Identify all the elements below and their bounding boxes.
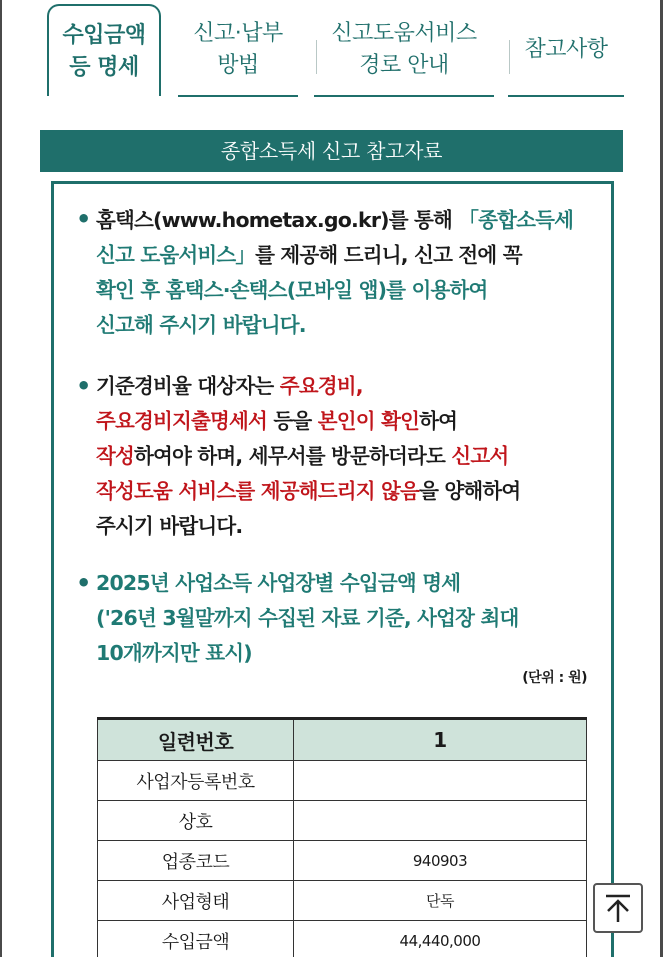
bullet-dot: • (76, 205, 92, 233)
text-segment: 을 양해하여 (419, 479, 521, 503)
emphasis-write: 작성 (96, 444, 135, 468)
income-heading-line1: 2025년 사업소득 사업장별 수입금액 명세 (96, 571, 461, 595)
highlight-help-service-cont: 신고 도움서비스」 (96, 243, 256, 267)
emphasis-filing-form: 신고서 (451, 444, 509, 468)
text-segment: 홈택스(www.hometax.go.kr)를 통해 (96, 208, 459, 232)
tab-filing-payment[interactable] (178, 18, 298, 82)
row-key: 수입금액 (98, 921, 294, 957)
table-row (98, 881, 587, 921)
text-segment: 주시기 바랍니다. (96, 514, 243, 538)
emphasis-self-check: 본인이 확인 (317, 409, 420, 433)
table-row (98, 761, 587, 801)
section-banner: 종합소득세 신고 참고자료 (40, 130, 623, 172)
table-row (98, 921, 587, 957)
income-table (97, 717, 587, 957)
tab-separator (509, 40, 510, 74)
highlight-help-service: 「종합소득세 (458, 208, 574, 232)
arrow-up-to-top-icon (601, 891, 635, 925)
income-heading-line2: ('26년 3월말까지 수집된 자료 기준, 사업장 최대 (96, 606, 519, 630)
tab-filing-payment-line1: 신고·납부 (193, 21, 283, 46)
income-details-heading (96, 566, 606, 671)
tab-filing-payment-line2: 방법 (217, 53, 259, 78)
tab-help-service-route-line2: 경로 안내 (359, 53, 449, 78)
tab-separator (316, 40, 317, 74)
row-value: 단독 (294, 881, 587, 921)
text-segment: 하여 (419, 409, 458, 433)
notice-standard-expense (96, 369, 606, 544)
row-value: 940903 (294, 841, 587, 881)
tab-underline (178, 95, 298, 97)
row-key: 업종코드 (98, 841, 294, 881)
emphasis-expense-statement: 주요경비지출명세서 (96, 409, 268, 433)
emphasis-no-service: 작성도움 서비스를 제공해드리지 않음 (96, 479, 420, 503)
table-header-row (98, 719, 587, 761)
table-header-value: 1 (294, 719, 587, 761)
table-row (98, 841, 587, 881)
bullet-dot: • (76, 569, 92, 597)
income-heading-line3: 10개까지만 표시) (96, 641, 252, 665)
tab-reference-line1: 참고사항 (524, 37, 608, 62)
highlight-please-file: 신고해 주시기 바랍니다. (96, 313, 306, 337)
tab-help-service-route[interactable] (314, 18, 494, 82)
notice-hometax (96, 203, 606, 343)
text-segment: 기준경비율 대상자는 (96, 374, 280, 398)
row-value (294, 801, 587, 841)
tab-underline (508, 95, 624, 97)
bullet-dot: • (76, 372, 92, 400)
tab-help-service-route-line1: 신고도움서비스 (331, 21, 477, 46)
table-header-key: 일련번호 (98, 719, 294, 761)
row-value: 44,440,000 (294, 921, 587, 957)
table-row (98, 801, 587, 841)
text-segment: 등을 (267, 409, 318, 433)
frame-left-border (0, 0, 2, 957)
row-value (294, 761, 587, 801)
highlight-hometax-apps: 확인 후 홈택스·손택스(모바일 앱)를 이용하여 (96, 278, 488, 302)
row-key: 상호 (98, 801, 294, 841)
tab-income-details[interactable] (47, 4, 161, 96)
tab-underline (314, 95, 494, 97)
emphasis-main-expense: 주요경비, (279, 374, 363, 398)
text-segment: 를 제공해 드리니, 신고 전에 꼭 (255, 243, 522, 267)
text-segment: 하여야 하며, 세무서를 방문하더라도 (134, 444, 452, 468)
row-key: 사업형태 (98, 881, 294, 921)
row-key: 사업자등록번호 (98, 761, 294, 801)
scroll-top-button[interactable] (593, 883, 643, 933)
tab-income-details-line2: 등 명세 (69, 55, 139, 80)
tab-reference[interactable] (508, 34, 624, 66)
tab-income-details-line1: 수입금액 (62, 23, 146, 48)
unit-label: (단위 : 원) (522, 670, 587, 686)
